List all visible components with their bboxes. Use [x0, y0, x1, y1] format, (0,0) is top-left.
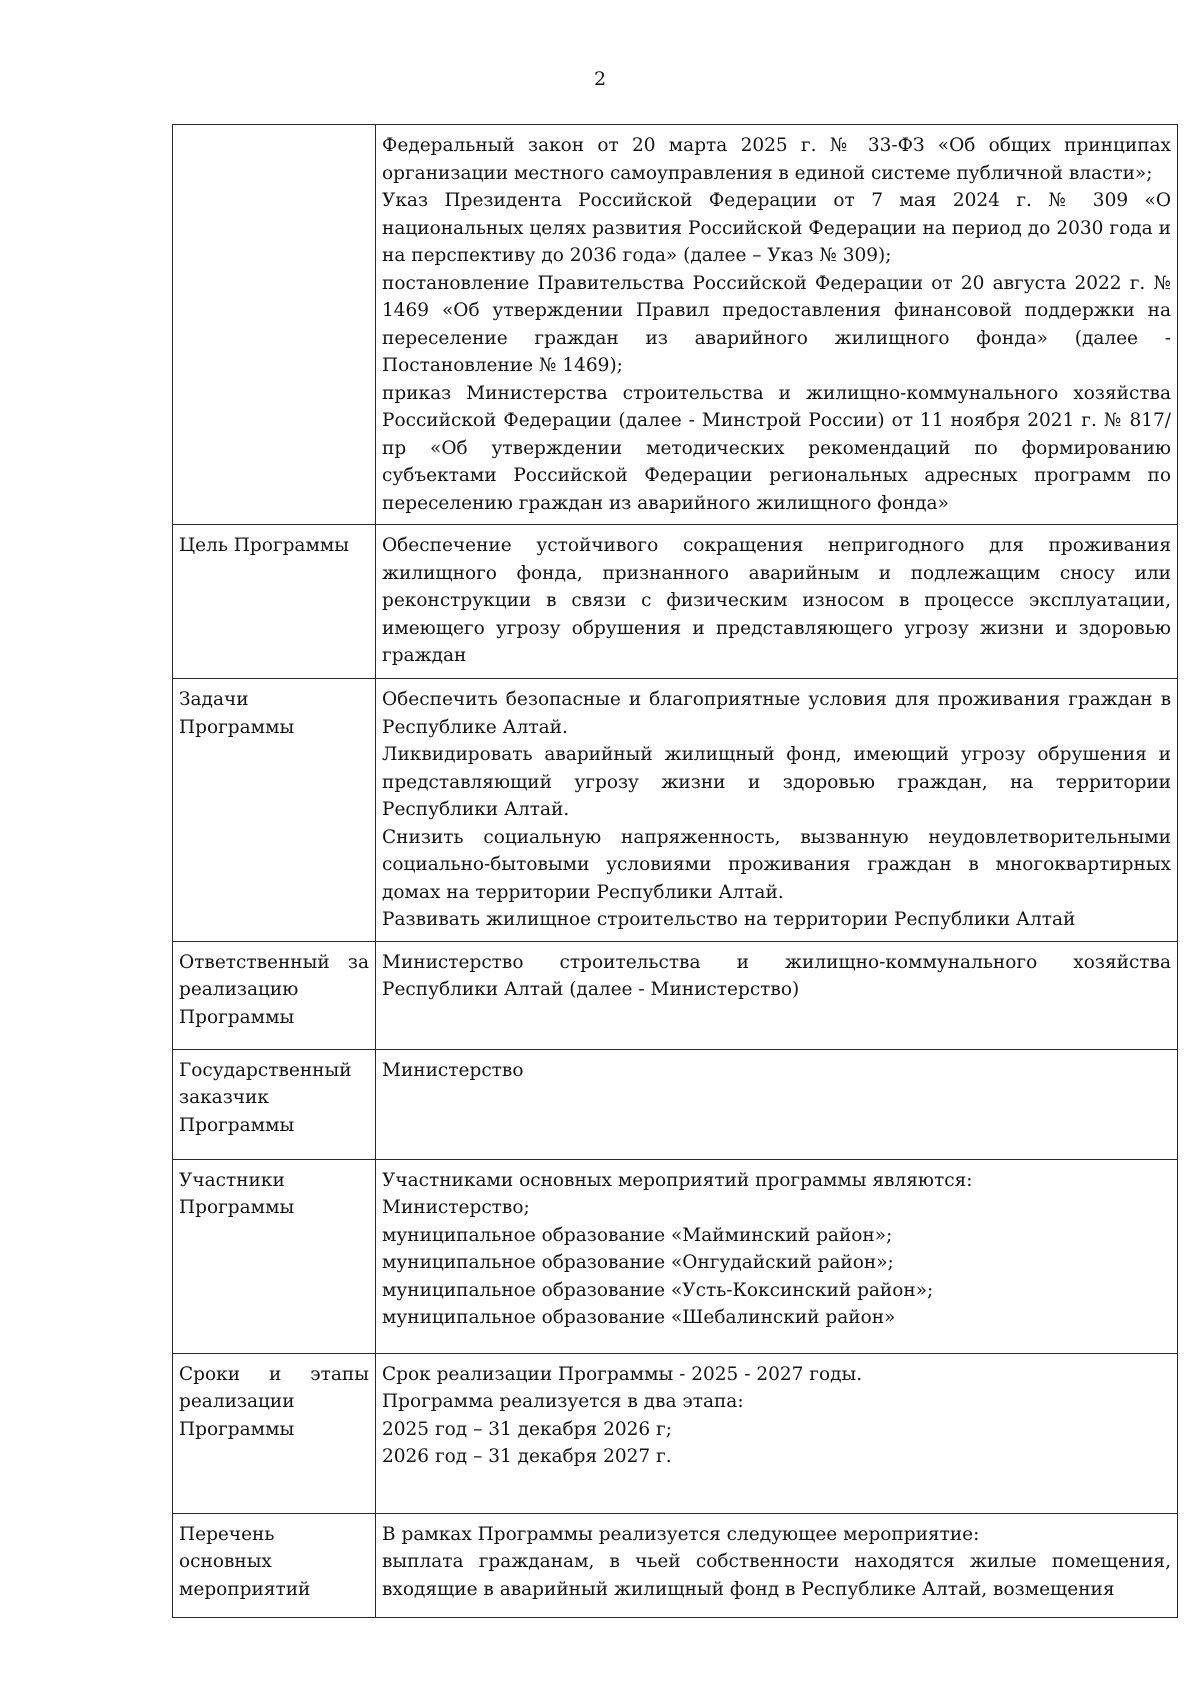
paragraph: Снизить социальную напряженность, вызванную неудовлетворительными социально-бытовыми условиями проживания граждан в многоквартирных домах на территории Республики Алтай. [382, 826, 1171, 903]
table-row-state-customer [173, 1049, 1178, 1159]
paragraph: муниципальное образование «Майминский район»; [382, 1224, 893, 1246]
row-label: Участники Программы [173, 1159, 376, 1353]
row-label: Задачи Программы [173, 679, 376, 942]
paragraph: Обеспечение устойчивого сокращения непригодного для проживания жилищного фонда, признанного аварийным и подлежащим сносу или реконструкции в связи с физическим износом в процессе эксплуатации, имеющего угрозу обрушения и представляющего угрозу жизни и здоровью граждан [382, 535, 1171, 666]
paragraph: В рамках Программы реализуется следующее мероприятие: [382, 1523, 980, 1545]
table-row-participants [173, 1159, 1178, 1353]
table-row-legal-basis [173, 125, 1178, 525]
row-label: Перечень основных мероприятий [173, 1513, 376, 1617]
table-row-responsible [173, 941, 1178, 1049]
paragraph: Развивать жилищное строительство на территории Республики Алтай [382, 909, 1076, 930]
paragraph: Программа реализуется в два этапа: [382, 1391, 744, 1412]
row-label [173, 125, 376, 525]
row-label: Цель Программы [173, 525, 376, 679]
paragraph: муниципальное образование «Онгудайский район»; [382, 1252, 894, 1273]
paragraph: 2025 год – 31 декабря 2026 г; [382, 1418, 672, 1440]
paragraph: муниципальное образование «Шебалинский район» [382, 1307, 896, 1328]
row-content [376, 679, 1178, 942]
paragraph: выплата гражданам, в чьей собственности находятся жилые помещения, входящие в аварийный жилищный фонд в Республике Алтай, возмещения [382, 1551, 1171, 1600]
paragraph: Министерство строительства и жилищно-коммунального хозяйства Республики Алтай (далее - Министерство) [382, 951, 1171, 1000]
paragraph: Указ Президента Российской Федерации от 7 мая 2024 г. № 309 «О национальных целях развития Российской Федерации на период до 2030 года и на перспективу до 2036 года» (далее – Указ № 309); [382, 190, 1171, 266]
paragraph: Участниками основных мероприятий программы являются: [382, 1169, 973, 1191]
table-row-goal [173, 525, 1178, 679]
paragraph: Министерство [382, 1059, 524, 1081]
paragraph: Обеспечить безопасные и благоприятные условия для проживания граждан в Республике Алтай. [382, 689, 1171, 738]
row-label: Сроки и этапы реализации Программы [173, 1353, 376, 1513]
row-content [376, 1513, 1178, 1617]
paragraph: 2026 год – 31 декабря 2027 г. [382, 1446, 672, 1467]
paragraph: Срок реализации Программы - 2025 - 2027 годы. [382, 1363, 863, 1385]
row-label: Государственный заказчик Программы [173, 1049, 376, 1159]
row-content [376, 525, 1178, 679]
row-content [376, 125, 1178, 525]
row-content [376, 941, 1178, 1049]
row-content [376, 1159, 1178, 1353]
row-label: Ответственный за реализацию Программы [173, 941, 376, 1049]
paragraph: постановление Правительства Российской Федерации от 20 августа 2022 г. № 1469 «Об утверждении Правил предоставления финансовой поддержки на переселение граждан из аварийного жилищного фонда» (далее - Постановление № 1469); [382, 272, 1171, 376]
paragraph: Ликвидировать аварийный жилищный фонд, имеющий угрозу обрушения и представляющий угрозу жизни и здоровью граждан, на территории Республики Алтай. [382, 744, 1171, 820]
page-number: 2 [593, 68, 607, 90]
paragraph: Министерство; [382, 1197, 530, 1218]
program-passport-table [172, 124, 1178, 1618]
paragraph: приказ Министерства строительства и жилищно-коммунального хозяйства Российской Федерации (далее - Минстрой России) от 11 ноября 2021 г. № 817/пр «Об утверждении методических рекомендаций по формированию субъектами Российской Федерации региональных адресных программ по переселению граждан из аварийного жилищного фонда» [382, 382, 1171, 514]
paragraph: Федеральный закон от 20 марта 2025 г. № 33-ФЗ «Об общих принципах организации местного самоуправления в единой системе публичной власти»; [382, 135, 1171, 184]
row-content [376, 1353, 1178, 1513]
paragraph: муниципальное образование «Усть-Коксинский район»; [382, 1279, 934, 1301]
row-content [376, 1049, 1178, 1159]
table-row-activities [173, 1513, 1178, 1617]
table-row-tasks [173, 679, 1178, 942]
table-row-terms [173, 1353, 1178, 1513]
